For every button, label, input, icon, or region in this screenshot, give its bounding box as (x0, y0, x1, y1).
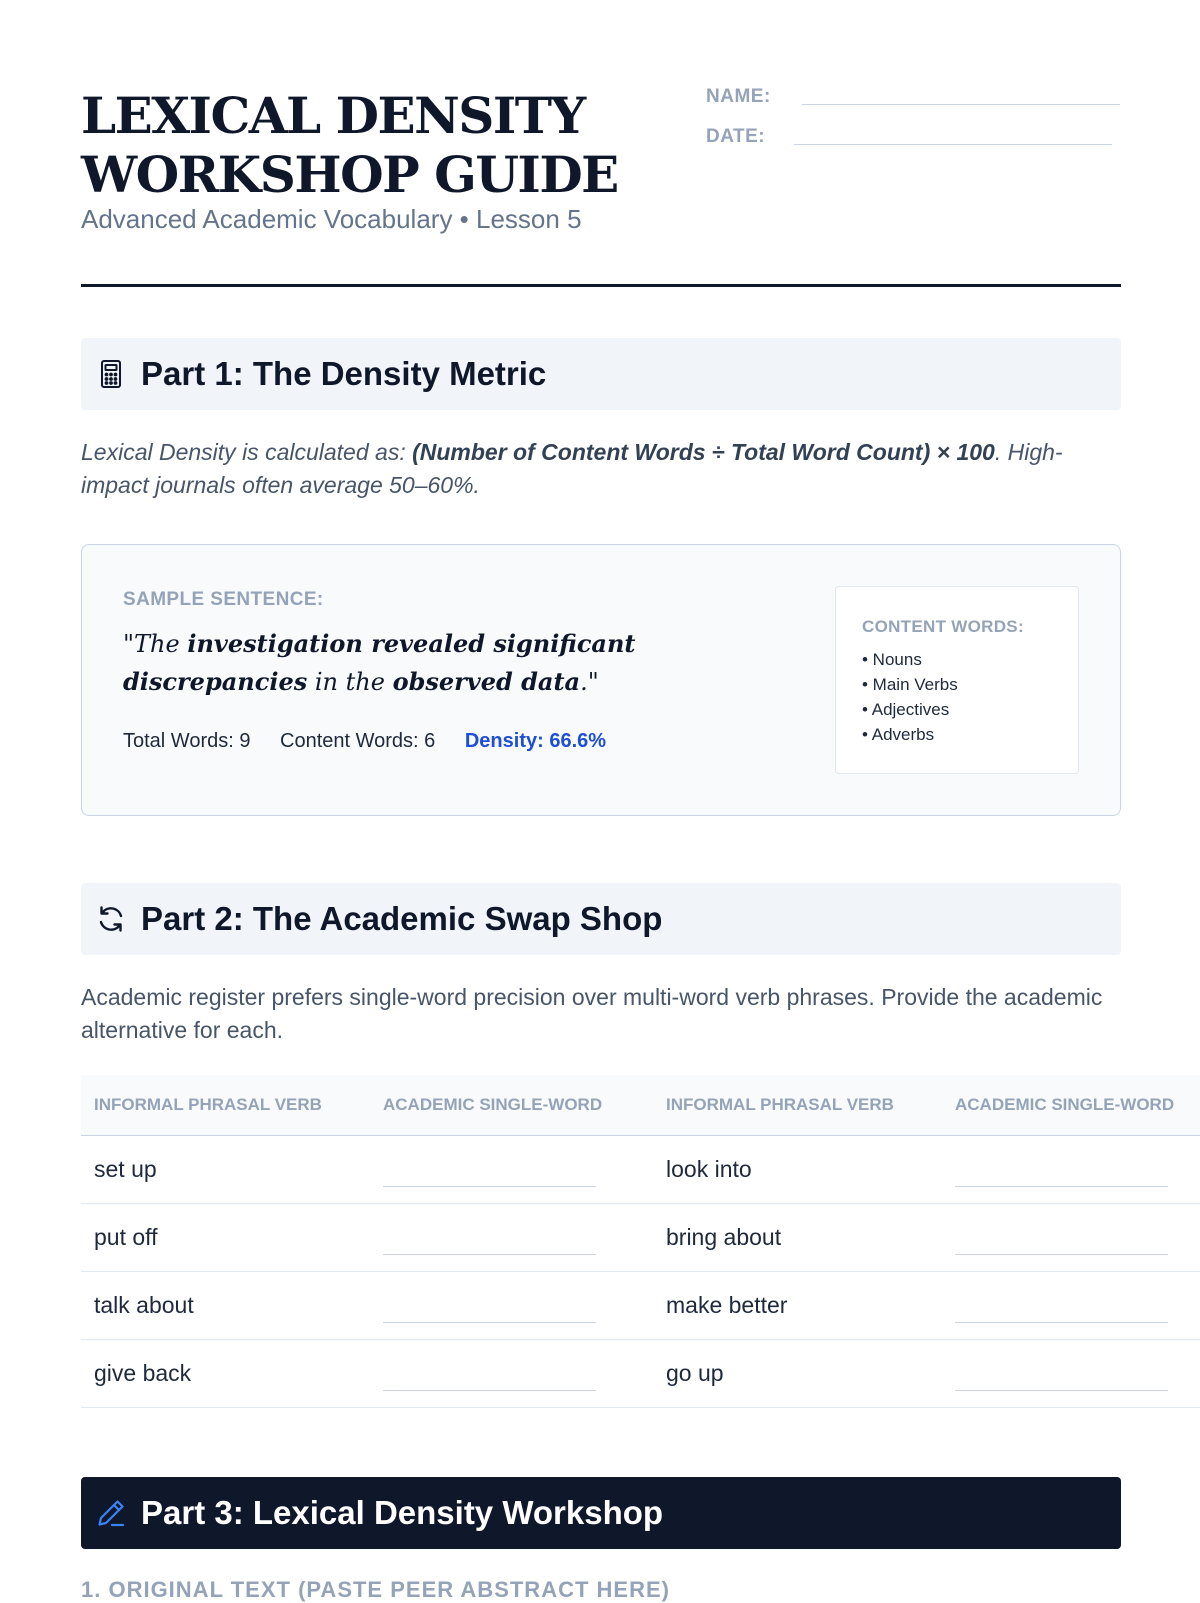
page-subtitle: Advanced Academic Vocabulary • Lesson 5 (81, 204, 582, 234)
date-label: DATE: (706, 126, 766, 147)
answer-field[interactable] (955, 1220, 1168, 1255)
definition-note: . High-impact journals often average 50–60%. (81, 439, 1063, 498)
table-header-row (81, 1075, 1200, 1136)
answer-cell (370, 1272, 653, 1340)
part2-heading (81, 883, 1121, 955)
table-row (81, 1272, 1200, 1340)
table-row (81, 1136, 1200, 1204)
phrasal-verb: make better (653, 1272, 942, 1340)
sentence-part: "The (123, 630, 188, 658)
content-words-stat: Content Words: 6 (280, 730, 436, 752)
answer-field[interactable] (955, 1152, 1168, 1187)
phrasal-verb: put off (81, 1204, 370, 1272)
phrasal-verb: give back (81, 1340, 370, 1408)
sentence-content-words: observed data (392, 667, 581, 696)
content-words-box (835, 586, 1079, 774)
date-row (706, 126, 1121, 166)
answer-cell (942, 1136, 1200, 1204)
column-header: ACADEMIC SINGLE-WORD (370, 1075, 653, 1136)
content-words-list (862, 647, 958, 747)
title-line-1: LEXICAL DENSITY (81, 86, 585, 145)
column-header: INFORMAL PHRASAL VERB (653, 1075, 942, 1136)
refresh-icon (95, 903, 127, 935)
page-title (81, 86, 618, 204)
answer-cell (370, 1136, 653, 1204)
part2-title: Part 2: The Academic Swap Shop (141, 900, 663, 937)
density-formula: (Number of Content Words ÷ Total Word Count) × 100 (412, 439, 995, 465)
sentence-part: ." (580, 668, 599, 696)
name-row (706, 86, 1121, 126)
original-text-label: 1. ORIGINAL TEXT (PASTE PEER ABSTRACT HERE) (81, 1577, 670, 1602)
title-line-2: WORKSHOP GUIDE (81, 145, 618, 204)
calculator-icon (95, 358, 127, 390)
swap-table (81, 1075, 1200, 1408)
answer-field[interactable] (383, 1288, 596, 1323)
part3-heading (81, 1477, 1121, 1549)
density-definition (81, 436, 1121, 502)
density-stat: Density: 66.6% (464, 730, 607, 752)
answer-field[interactable] (383, 1220, 596, 1255)
sample-sentence-card (81, 544, 1121, 816)
name-field[interactable] (802, 104, 1120, 105)
table-row (81, 1204, 1200, 1272)
list-item: • Main Verbs (862, 675, 958, 694)
part3-title: Part 3: Lexical Density Workshop (141, 1494, 664, 1531)
worksheet-header (81, 86, 1121, 287)
pencil-icon (95, 1497, 127, 1529)
phrasal-verb: talk about (81, 1272, 370, 1340)
name-label: NAME: (706, 86, 771, 107)
content-words-title: CONTENT WORDS: (862, 617, 1024, 636)
column-header: ACADEMIC SINGLE-WORD (942, 1075, 1200, 1136)
phrasal-verb: go up (653, 1340, 942, 1408)
part1-heading (81, 338, 1121, 410)
definition-intro: Lexical Density is calculated as: (81, 439, 413, 465)
list-item: • Adverbs (862, 725, 935, 744)
swap-shop-instructions: Academic register prefers single-word precision over multi-word verb phrases. Provide the academic alternative for each. (81, 984, 1103, 1043)
phrasal-verb: look into (653, 1136, 942, 1204)
part1-title: Part 1: The Density Metric (141, 355, 547, 392)
phrasal-verb: bring about (653, 1204, 942, 1272)
answer-cell (942, 1272, 1200, 1340)
answer-cell (370, 1340, 653, 1408)
answer-field[interactable] (955, 1288, 1168, 1323)
list-item: • Nouns (862, 650, 922, 669)
sentence-stats (123, 730, 630, 753)
sample-sentence (123, 625, 763, 701)
list-item: • Adjectives (862, 700, 950, 719)
phrasal-verb: set up (81, 1136, 370, 1204)
sample-sentence-label: SAMPLE SENTENCE: (123, 589, 324, 610)
answer-field[interactable] (383, 1356, 596, 1391)
answer-field[interactable] (955, 1356, 1168, 1391)
sentence-part: in the (307, 668, 393, 696)
answer-field[interactable] (383, 1152, 596, 1187)
total-words-stat: Total Words: 9 (123, 730, 251, 752)
answer-cell (370, 1204, 653, 1272)
sentence-content-words: investigation revealed significant discrepancies (123, 629, 636, 696)
date-field[interactable] (794, 144, 1112, 145)
student-info (706, 86, 1121, 166)
table-row (81, 1340, 1200, 1408)
answer-cell (942, 1204, 1200, 1272)
column-header: INFORMAL PHRASAL VERB (81, 1075, 370, 1136)
answer-cell (942, 1340, 1200, 1408)
